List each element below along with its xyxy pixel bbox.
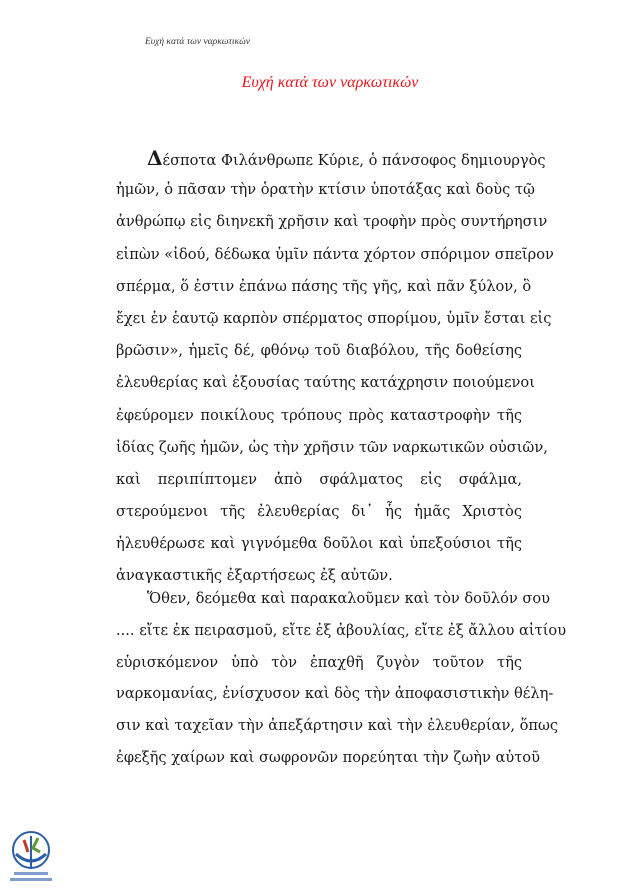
text-line: ἠλευθέρωσε καὶ γιγνόμεθα δοῦλοι καὶ ὑπεξούσιοι τῆς <box>116 535 522 553</box>
text-line: .... εἴτε ἐκ πειρασμοῦ, εἴτε ἐξ ἀβουλίας, εἴτε ἐξ ἄλλου αἰτίου <box>116 621 567 639</box>
text-line: ἐφεύρομεν ποικίλους τρόπους πρὸς καταστροφὴν τῆς <box>116 406 522 424</box>
text-line: στερούμενοι τῆς ἐλευθερίας δι᾽ ἧς ἡμᾶς Χριστὸς <box>116 503 522 521</box>
text-line: ἰδίας ζωῆς ἡμῶν, ὡς τὴν χρῆσιν τῶν ναρκωτικῶν οὐσιῶν, <box>116 438 548 456</box>
logo-emblem-icon <box>6 828 56 884</box>
text-line <box>116 142 546 174</box>
text-line: ἡμῶν, ὁ πᾶσαν τὴν ὁρατὴν κτίσιν ὑποτάξας καὶ δοὺς τῷ <box>116 181 535 199</box>
text-line-content: έσποτα Φιλάνθρωπε Κύριε, ὁ πάνσοφος δημιουργὸς <box>162 152 546 169</box>
text-line: ἀνθρώπῳ εἰς διηνεκῆ χρῆσιν καὶ τροφὴν πρὸς συντήρησιν <box>116 213 548 231</box>
running-header: Ευχή κατά των ναρκωτικών <box>145 37 250 47</box>
text-line: καὶ περιπίπτομεν ἀπὸ σφάλματος εἰς σφάλμα, <box>116 470 522 488</box>
text-line: εὑρισκόμενον ὑπὸ τὸν ἐπαχθῆ ζυγὸν τοῦτον τῆς <box>116 653 522 671</box>
text-line: Ὅθεν, δεόμεθα καὶ παρακαλοῦμεν καὶ τὸν δοῦλόν σου <box>147 590 550 607</box>
text-line: σιν καὶ ταχεῖαν τὴν ἀπεξάρτησιν καὶ τὴν ἐλευθερίαν, ὅπως <box>116 717 559 735</box>
text-line: ἀναγκαστικῆς ἐξαρτήσεως ἐξ αὐτῶν. <box>116 567 393 585</box>
text-line: βρῶσιν», ἡμεῖς δέ, φθόνῳ τοῦ διαβόλου, τῆς δοθείσης <box>116 342 522 360</box>
church-logo <box>6 828 56 884</box>
paragraph-1 <box>116 142 554 593</box>
paragraph-2 <box>116 583 567 774</box>
text-line: ἐλευθερίας καὶ ἐξουσίας ταύτης κατάχρησιν ποιούμενοι <box>116 374 535 392</box>
text-line: ναρκομανίας, ἐνίσχυσον καὶ δὸς τὴν ἀποφασιστικὴν θέλη- <box>116 685 554 703</box>
drop-cap: Δ <box>147 146 163 170</box>
text-line: εἰπὼν «ἰδού, δέδωκα ὑμῖν πάντα χόρτον σπόριμον σπεῖρον <box>116 245 554 263</box>
text-line: σπέρμα, ὅ ἐστιν ἐπάνω πάσης τῆς γῆς, καὶ πᾶν ξύλον, ὃ <box>116 277 532 295</box>
text-line: ἐφεξῆς χαίρων καὶ σωφρονῶν πορεύηται τὴν ζωὴν αὐτοῦ <box>116 748 540 766</box>
text-line: ἔχει ἐν ἑαυτῷ καρπὸν σπέρματος σπορίμου, ὑμῖν ἔσται εἰς <box>116 309 552 327</box>
document-title: Ευχή κατά των ναρκωτικών <box>241 74 419 91</box>
